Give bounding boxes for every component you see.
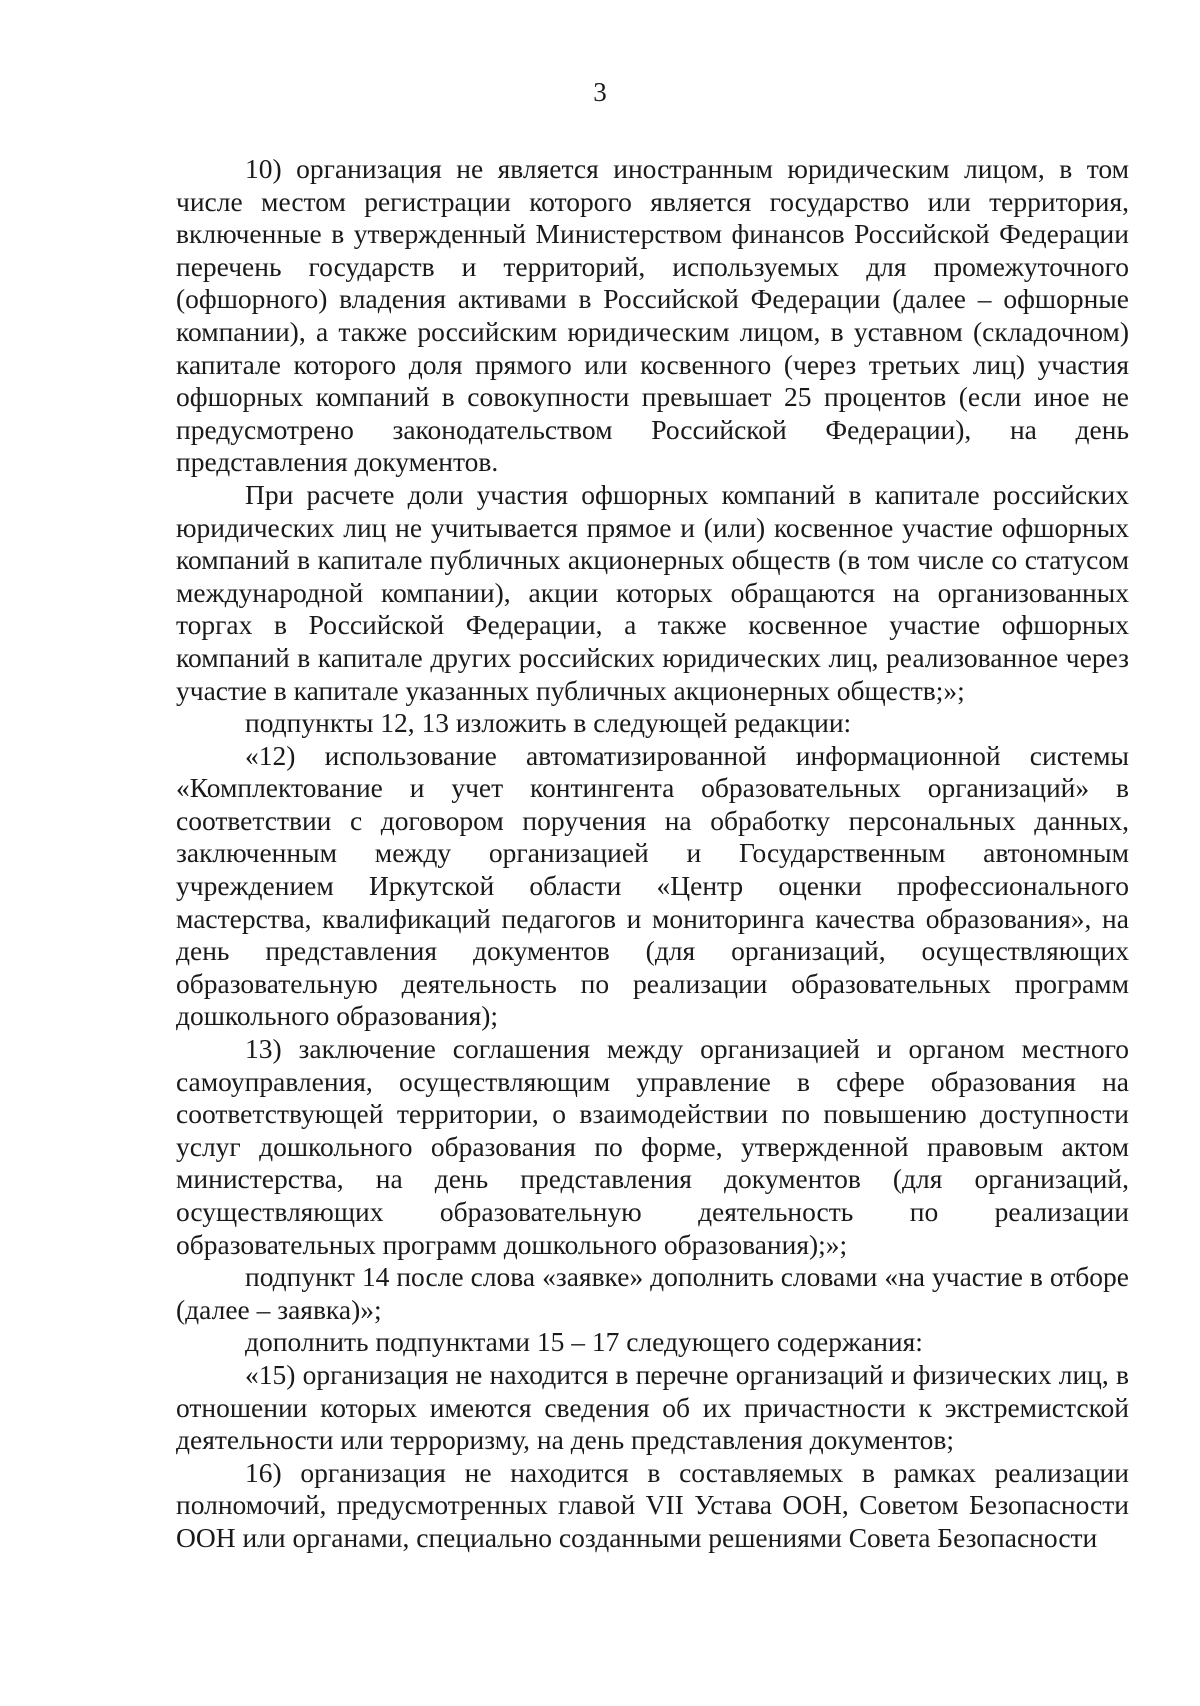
page-number: 3 [593, 77, 607, 107]
paragraph-offshore-calculation: При расчете доли участия офшорных компаний в капитале российских юридических лиц не учитывается прямое и (или) косвенное участие офшорных компаний в капитале публичных акционерных обществ (в том числе со статусом международной компании), акции которых обращаются на организованных торгах в Российской Федерации, а также косвенное участие офшорных компаний в капитале других российских юридических лиц, реализованное через участие в капитале указанных публичных акционерных обществ;»; [176, 478, 1129, 706]
paragraph-subitems-12-13-intro: подпункты 12, 13 изложить в следующей редакции: [245, 707, 852, 739]
paragraph-item-13: 13) заключение соглашения между организацией и органом местного самоуправления, осуществляющим управление в сфере образования на соответствующей территории, о взаимодействии по повышению доступности услуг дошкольного образования по форме, утвержденной правовым актом министерства, на день представления документов (для организаций, осуществляющих образовательную деятельность по реализации образовательных программ дошкольного образования);»; [176, 1033, 1129, 1260]
document-body [176, 153, 1129, 1555]
paragraph-item-16: 16) организация не находится в составляемых в рамках реализации полномочий, предусмотренных главой VII Устава ООН, Советом Безопасности ООН или органами, специально созданными решениями Совета Безопасности [176, 1456, 1129, 1553]
paragraph-subitems-15-17-intro: дополнить подпунктами 15 – 17 следующего содержания: [245, 1326, 923, 1358]
paragraph-item-15: «15) организация не находится в перечне организаций и физических лиц, в отношении которых имеются сведения об их причастности к экстремистской деятельности или терроризму, на день представления документов; [176, 1358, 1129, 1456]
paragraph-subitem-14-amendment: подпункт 14 после слова «заявке» дополнить словами «на участие в отборе (далее – заявка)»; [176, 1261, 1129, 1325]
paragraph-item-10: 10) организация не является иностранным юридическим лицом, в том числе местом регистрации которого является государство или территория, включенные в утвержденный Министерством финансов Российской Федерации перечень государств и территорий, используемых для промежуточного (офшорного) владения активами в Российской Федерации (далее – офшорные компании), а также российским юридическим лицом, в уставном (складочном) капитале которого доля прямого или косвенного (через третьих лиц) участия офшорных компаний в совокупности превышает 25 процентов (если иное не предусмотрено законодательством Российской Федерации), на день представления документов. [176, 153, 1129, 478]
paragraph-item-12: «12) использование автоматизированной информационной системы «Комплектование и учет контингента образовательных организаций» в соответствии с договором поручения на обработку персональных данных, заключенным между организацией и Государственным автономным учреждением Иркутской области «Центр оценки профессионального мастерства, квалификаций педагогов и мониторинга качества образования», на день представления документов (для организаций, осуществляющих образовательную деятельность по реализации образовательных программ дошкольного образования); [176, 739, 1129, 1032]
